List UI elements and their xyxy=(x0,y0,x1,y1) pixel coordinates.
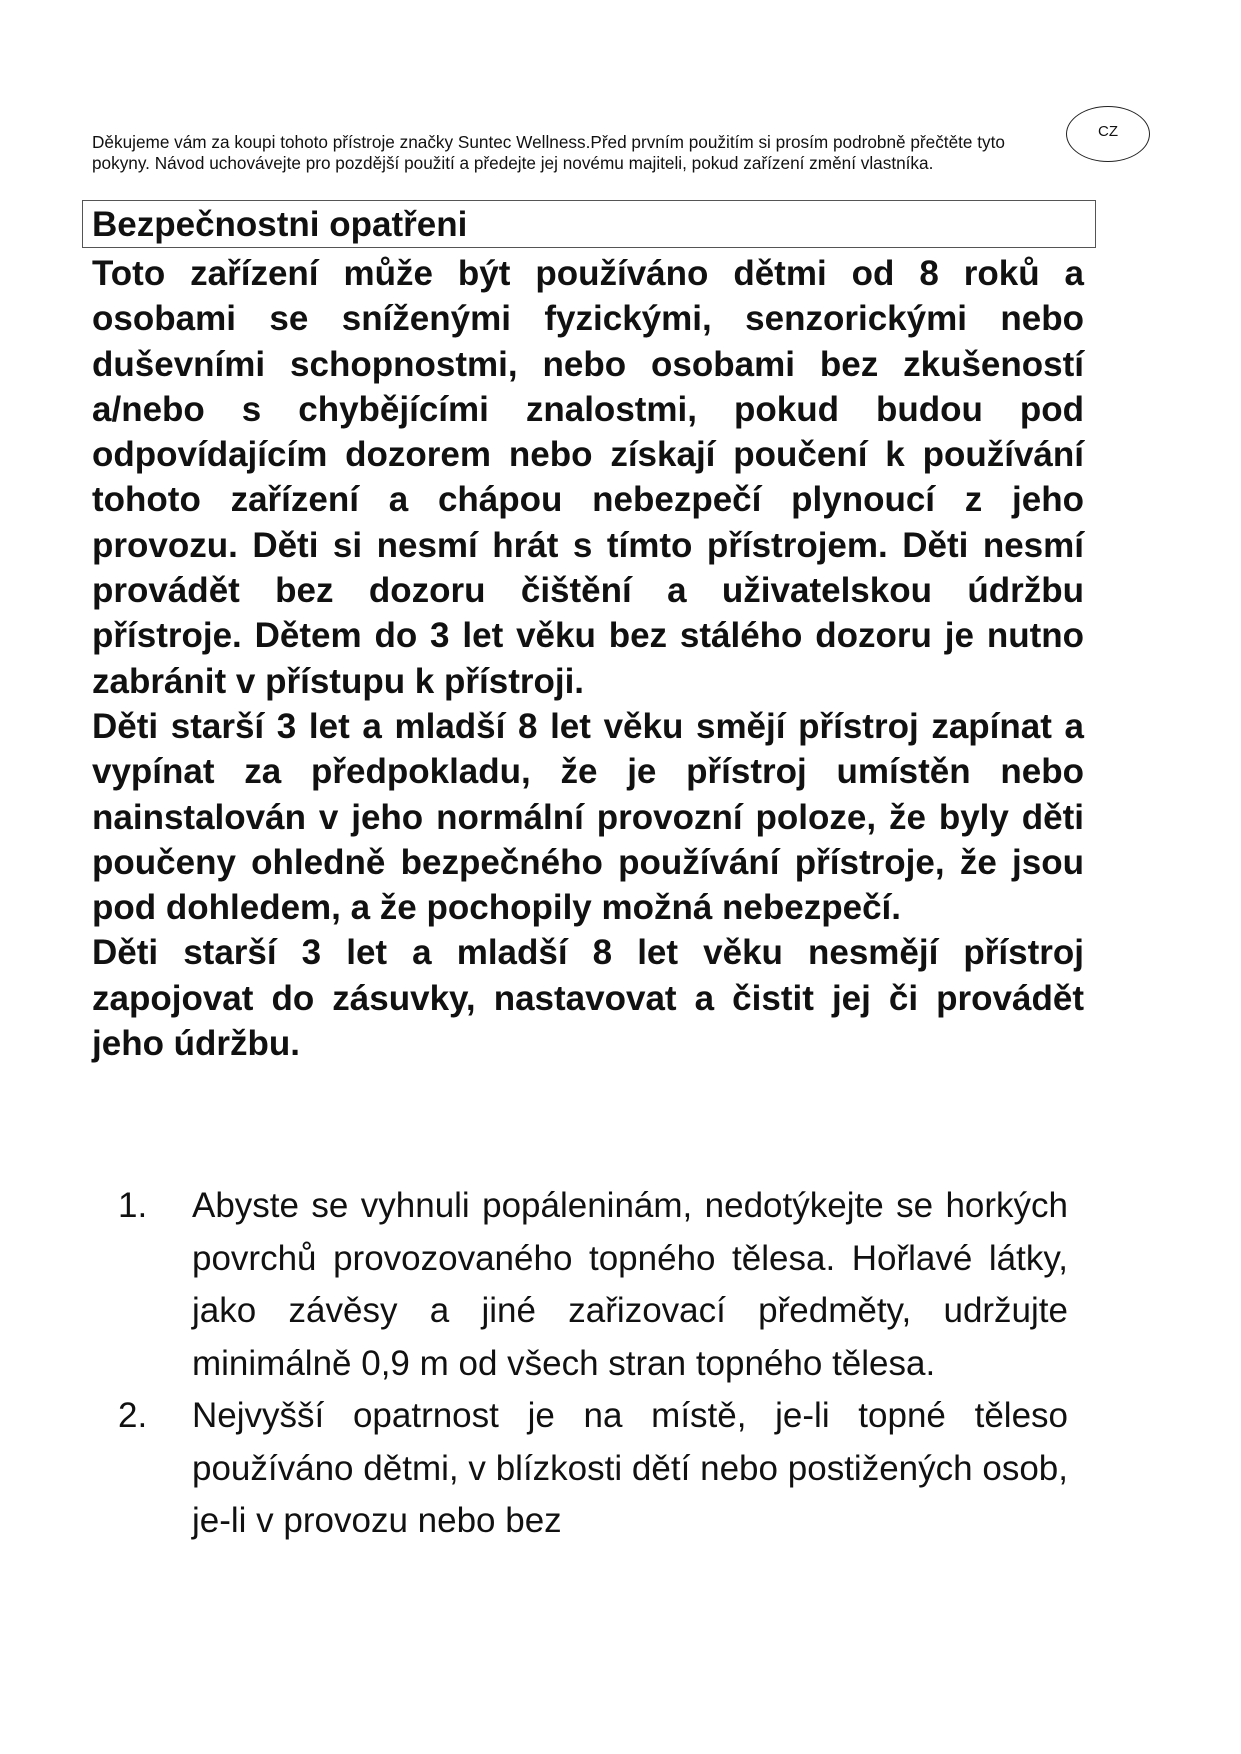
language-badge xyxy=(1066,106,1150,162)
list-item-text: Abyste se vyhnuli popáleninám, nedotýkejte se horkých povrchů provozovaného topného tělesa. Hořlavé látky, jako závěsy a jiné zařizovací předměty, udržujte minimálně 0,9 m od všech stran topného tělesa. xyxy=(192,1186,1068,1383)
section-heading-box xyxy=(82,200,1096,248)
language-badge-label: CZ xyxy=(1098,123,1118,140)
warning-paragraph-children-supervision: Toto zařízení může být používáno dětmi od 8 roků a osobami se sníženými fyzickými, senzorickými nebo duševními schopnostmi, nebo osobami bez zkušeností a/nebo s chybějícími znalostmi, pokud budou pod odpovídajícím dozorem nebo získají poučení k používání tohoto zařízení a chápou nebezpečí plynoucí z jeho provozu. Děti si nesmí hrát s tímto přístrojem. Děti nesmí provádět bez dozoru čištění a uživatelskou údržbu přístroje. Dětem do 3 let věku bez stálého dozoru je nutno zabránit v přístupu k přístroji. xyxy=(92,254,1084,701)
warning-paragraph-children-3-8-allowed: Děti starší 3 let a mladší 8 let věku smějí přístroj zapínat a vypínat za předpokladu, že je přístroj umístěn nebo nainstalován v jeho normální provozní poloze, že byly děti poučeny ohledně bezpečného používání přístroje, že jsou pod dohledem, a že pochopily možná nebezpečí. xyxy=(92,706,1084,928)
list-item-number: 1. xyxy=(118,1186,148,1225)
section-heading: Bezpečnostni opatřeni xyxy=(92,205,468,244)
safety-warning xyxy=(92,251,1084,1066)
list-item-number: 2. xyxy=(118,1396,148,1435)
list-item xyxy=(118,1390,1068,1548)
list-item xyxy=(118,1180,1068,1390)
list-item-text: Nejvyšší opatrnost je na místě, je-li topné těleso používáno dětmi, v blízkosti dětí nebo postižených osob, je-li v provozu nebo bez xyxy=(192,1396,1068,1540)
safety-rules-list xyxy=(118,1180,1068,1548)
intro-text: Děkujeme vám za koupi tohoto přístroje značky Suntec Wellness.Před prvním použitím si prosím podrobně přečtěte tyto pokyny. Návod uchovávejte pro pozdější použití a předejte jej novému majiteli, pokud zařízení změní vlastníka. xyxy=(92,132,1005,173)
warning-paragraph-children-3-8-forbidden: Děti starší 3 let a mladší 8 let věku nesmějí přístroj zapojovat do zásuvky, nastavovat a čistit jej či provádět jeho údržbu. xyxy=(92,933,1084,1064)
